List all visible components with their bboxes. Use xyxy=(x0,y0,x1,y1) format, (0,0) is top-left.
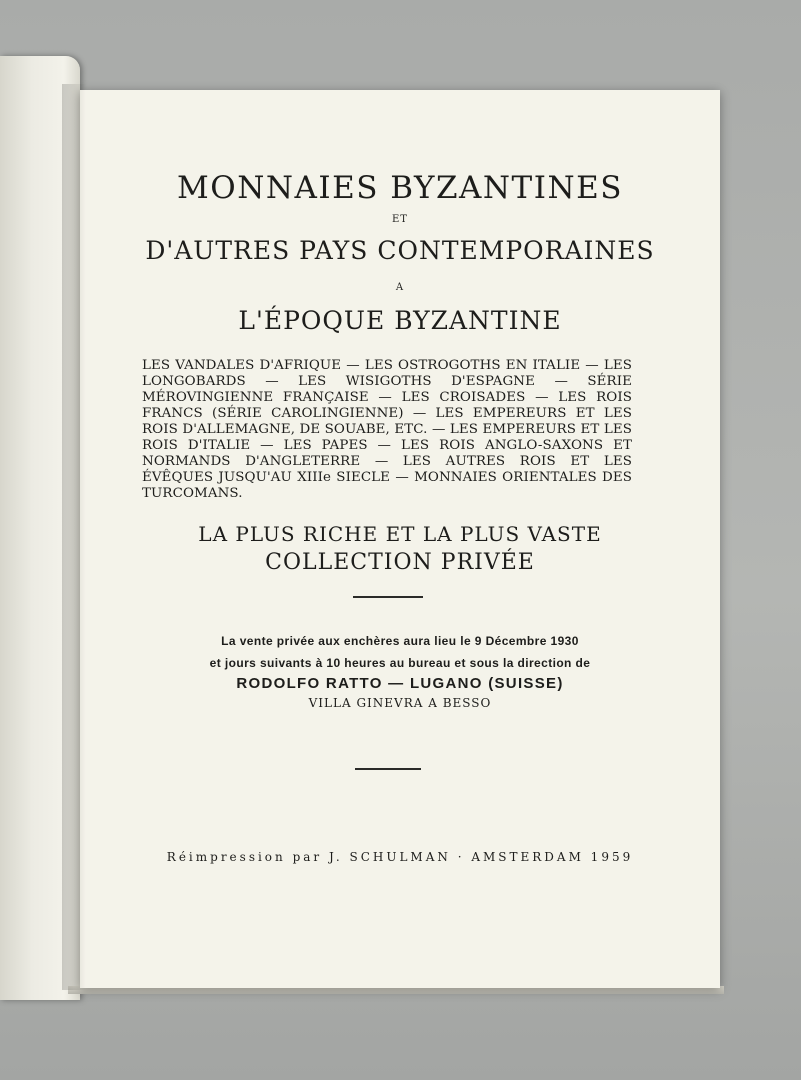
title-line-1: MONNAIES BYZANTINES xyxy=(177,170,623,206)
title-line-3: L'ÉPOQUE BYZANTINE xyxy=(238,306,562,335)
divider-rule xyxy=(353,596,423,598)
title-line-2: D'AUTRES PAYS CONTEMPORAINES xyxy=(145,236,655,265)
reprint-credit: Réimpression par J. SCHULMAN · AMSTERDAM 1959 xyxy=(166,850,634,864)
title-page xyxy=(80,90,720,988)
subtitle-line-2: COLLECTION PRIVÉE xyxy=(265,550,535,575)
contents-description: LES VANDALES D'AFRIQUE — LES OSTROGOTHS EN ITALIE — LES LONGOBARDS — LES WISIGOTHS D'ESPAGNE — SÉRIE MÉROVINGIENNE FRANÇAISE — LES CROISADES — LES ROIS FRANCS (SÉRIE CAROLINGIENNE) — LES EMPEREURS ET LES ROIS D'ALLEMAGNE, DE SOUABE, ETC. — LES EMPEREURS ET LES ROIS D'ITALIE — LES PAPES — LES ROIS ANGLO-SAXONS ET NORMANDS D'ANGLETERRE — LES AUTRES ROIS ET LES ÉVÊQUES JUSQU'AU XIIIe SIECLE — MONNAIES ORIENTALES DES TURCOMANS. xyxy=(142,358,632,501)
sale-notice xyxy=(80,630,720,674)
sale-notice-line-2: et jours suivants à 10 heures au bureau et sous la direction de xyxy=(209,656,591,670)
conjunction-a: A xyxy=(395,282,405,293)
book-gutter-shadow xyxy=(62,84,86,990)
subtitle-line-1: LA PLUS RICHE ET LA PLUS VASTE xyxy=(198,522,602,546)
auctioneer-address: VILLA GINEVRA A BESSO xyxy=(308,696,492,710)
divider-rule xyxy=(355,768,421,770)
auctioneer-name: RODOLFO RATTO — LUGANO (SUISSE) xyxy=(236,675,564,692)
conjunction-et: ET xyxy=(392,214,408,225)
sale-notice-line-1: La vente privée aux enchères aura lieu le 9 Décembre 1930 xyxy=(221,634,579,648)
